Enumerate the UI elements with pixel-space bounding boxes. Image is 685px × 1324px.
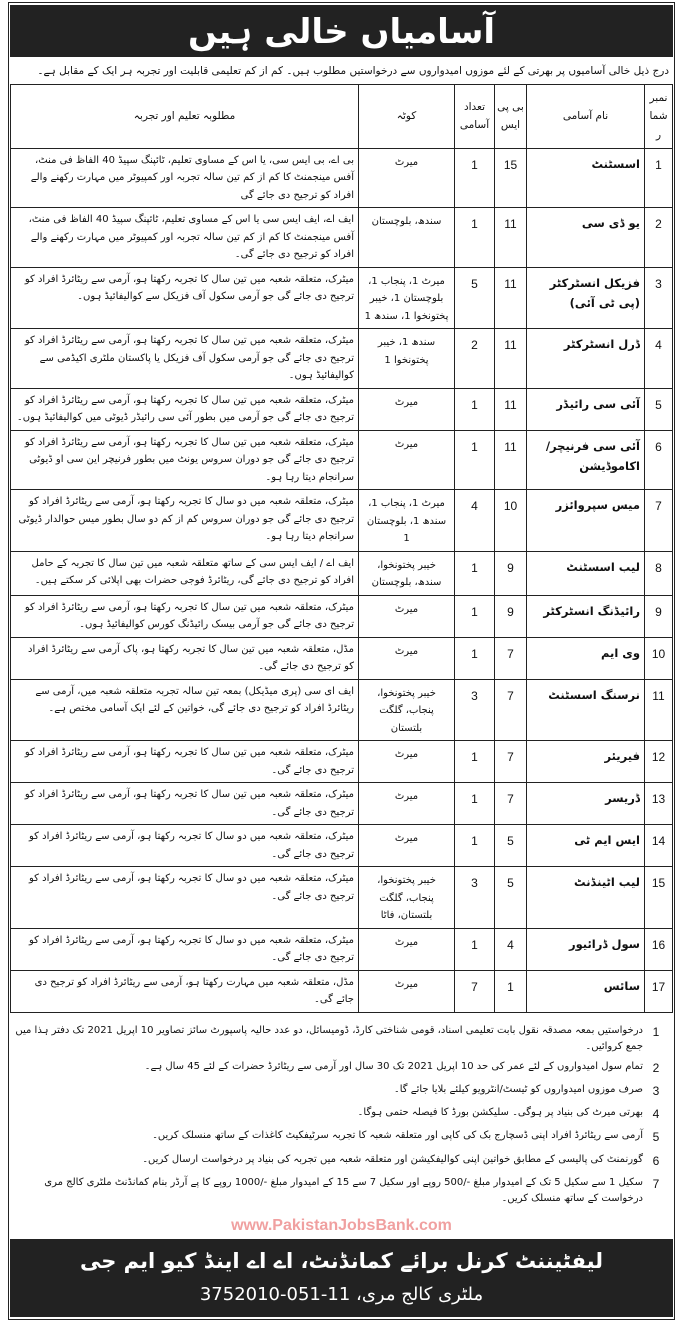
bps-cell: 11 <box>495 208 527 268</box>
requirements-cell: میٹرک، متعلقہ شعبہ میں تین سال کا تجربہ رکھتا ہو، آرمی سے ریٹائرڈ افراد کو ترجیح دی جائے گی جو آرمی سکول آف فزیکل سے کوالیفائیڈ ہوں۔ <box>11 267 359 329</box>
serial-cell: 15 <box>645 867 673 929</box>
count-cell: 3 <box>455 679 495 741</box>
quota-cell: میرٹ <box>359 928 455 970</box>
note-number: 1 <box>652 1024 660 1039</box>
serial-cell: 3 <box>645 267 673 329</box>
note-number: 5 <box>652 1130 660 1145</box>
requirements-cell: بی اے، بی ایس سی، یا اس کے مساوی تعلیم، ٹائپنگ سپیڈ 40 الفاظ فی منٹ، آفس مینجمنٹ کا کم از کم تین سالہ تجربہ اور کمپیوٹر میں مہارت رکھنے والے افراد کو ترجیح دی جائے گی <box>11 148 359 208</box>
requirements-cell: میٹرک، متعلقہ شعبہ میں تین سال کا تجربہ رکھتا ہو، آرمی سے ریٹائرڈ افراد کو ترجیح دی جائے گی۔ <box>11 783 359 825</box>
requirements-cell: میٹرک، متعلقہ شعبہ میں دو سال کا تجربہ رکھتا ہو، آرمی سے ریٹائرڈ افراد کو ترجیح دی جائے گی۔ <box>11 928 359 970</box>
post-name-cell: ایس ایم ٹی <box>527 825 645 867</box>
post-name-cell: فیریئر <box>527 741 645 783</box>
post-name-cell: لیب اسسٹنٹ <box>527 551 645 595</box>
count-cell: 1 <box>455 430 495 490</box>
post-name-cell: فزیکل انسٹرکٹر (پی ٹی آئی) <box>527 267 645 329</box>
table-row <box>11 267 673 329</box>
serial-cell: 11 <box>645 679 673 741</box>
quota-cell: خیبر پختونخوا، سندھ، بلوچستان <box>359 551 455 595</box>
requirements-cell: مڈل، متعلقہ شعبہ میں تین سال کا تجربہ رکھتا ہو، پاک آرمی سے ریٹائرڈ افراد کو ترجیح دی جائے گی۔ <box>11 637 359 679</box>
table-row <box>11 679 673 741</box>
bps-cell: 11 <box>495 329 527 389</box>
note-text: گورنمنٹ کی پالیسی کے مطابق خواتین اپنی کوالیفکیشن اور متعلقہ شعبہ میں تجربہ کی بنیاد پر درخواست ارسال کریں۔ <box>142 1153 643 1165</box>
quota-cell: میرٹ <box>359 148 455 208</box>
note-item <box>14 1057 669 1080</box>
page-border <box>8 2 675 1320</box>
count-cell: 2 <box>455 329 495 389</box>
requirements-cell: میٹرک، متعلقہ شعبہ میں دو سال کا تجربہ رکھتا ہو، آرمی سے ریٹائرڈ افراد کو ترجیح دی جائے گی۔ <box>11 867 359 929</box>
serial-cell: 12 <box>645 741 673 783</box>
count-cell: 1 <box>455 388 495 430</box>
table-row <box>11 867 673 929</box>
post-name-cell: آئی سی رائیڈر <box>527 388 645 430</box>
quota-cell: میرٹ <box>359 783 455 825</box>
table-row <box>11 825 673 867</box>
note-item <box>14 1021 669 1057</box>
header-serial: نمبر شمار <box>645 84 673 148</box>
bps-cell: 9 <box>495 595 527 637</box>
quota-cell: میرٹ <box>359 388 455 430</box>
serial-cell: 10 <box>645 637 673 679</box>
footer-address-phone: ملٹری کالج مری، 11-051-3752010 <box>199 1284 484 1306</box>
table-header-row <box>11 84 673 148</box>
count-cell: 3 <box>455 867 495 929</box>
header-count: تعداد آسامی <box>455 84 495 148</box>
post-name-cell: سائس <box>527 970 645 1012</box>
table-row <box>11 741 673 783</box>
note-text: تمام سول امیدواروں کے لئے عمر کی حد 10 اپریل 2021 تک 30 سال اور آرمی سے ریٹائرڈ حضرات کے لئے 45 سال ہے۔ <box>144 1060 643 1072</box>
bps-cell: 11 <box>495 388 527 430</box>
bps-cell: 7 <box>495 741 527 783</box>
serial-cell: 1 <box>645 148 673 208</box>
post-name-cell: اسسٹنٹ <box>527 148 645 208</box>
note-number: 2 <box>652 1060 660 1075</box>
requirements-cell: میٹرک، متعلقہ شعبہ میں دو سال کا تجربہ رکھتا ہو، آرمی سے ریٹائرڈ افراد کو ترجیح دی جائے گی۔ <box>11 825 359 867</box>
serial-cell: 8 <box>645 551 673 595</box>
post-name-cell: نرسنگ اسسٹنٹ <box>527 679 645 741</box>
bps-cell: 1 <box>495 970 527 1012</box>
table-row <box>11 551 673 595</box>
count-cell: 1 <box>455 637 495 679</box>
serial-cell: 14 <box>645 825 673 867</box>
note-text: درخواستیں بمعہ مصدقہ نقول بابت تعلیمی اسناد، قومی شناختی کارڈ، ڈومیسائل، دو عدد حالیہ پاسپورٹ سائز تصاویر 10 اپریل 2021 تک دفتر ہذا میں جمع کروائیں۔ <box>15 1024 643 1052</box>
post-name-cell: وی ایم <box>527 637 645 679</box>
requirements-cell: میٹرک، متعلقہ شعبہ میں تین سال کا تجربہ رکھتا ہو، آرمی سے ریٹائرڈ افراد کو ترجیح دی جائے گی۔ <box>11 741 359 783</box>
note-item <box>14 1173 669 1209</box>
quota-cell: میرٹ <box>359 825 455 867</box>
note-text: آرمی سے ریٹائرڈ افراد اپنی ڈسچارج بک کی کاپی اور متعلقہ شعبہ کا تجربہ سرٹیفکیٹ کاغذات کے ساتھ منسلک کریں۔ <box>152 1130 643 1142</box>
post-name-cell: ڈرل انسٹرکٹر <box>527 329 645 389</box>
bps-cell: 10 <box>495 490 527 552</box>
table-row <box>11 430 673 490</box>
table-row <box>11 783 673 825</box>
post-name-cell: رائیڈنگ انسٹرکٹر <box>527 595 645 637</box>
post-name-cell: میس سپروائزر <box>527 490 645 552</box>
table-row <box>11 329 673 389</box>
post-name-cell: سول ڈرائیور <box>527 928 645 970</box>
quota-cell: سندھ 1، خیبر پختونخوا 1 <box>359 329 455 389</box>
quota-cell: میرٹ <box>359 595 455 637</box>
note-item <box>14 1103 669 1126</box>
requirements-cell: ایف اے، ایف ایس سی یا اس کے مساوی تعلیم، ٹائپنگ سپیڈ 40 الفاظ فی منٹ، آفس مینجمنٹ کا کم از کم تین سالہ تجربہ اور کمپیوٹر میں مہارت رکھنے والے افراد کو ترجیح دی جائے گی۔ <box>11 208 359 268</box>
note-text: سکیل 1 سے سکیل 5 تک کے امیدوار مبلغ -/500 روپے اور سکیل 7 سے 15 کے امیدوار مبلغ -/1000 روپے کا پے آرڈر بنام کمانڈنٹ ملٹری کالج مری درخواست کے ساتھ منسلک کریں۔ <box>44 1176 643 1204</box>
note-item <box>14 1080 669 1103</box>
table-row <box>11 208 673 268</box>
note-text: بھرتی میرٹ کی بنیاد پر ہوگی۔ سلیکشن بورڈ کا فیصلہ حتمی ہوگا۔ <box>357 1107 643 1119</box>
serial-cell: 13 <box>645 783 673 825</box>
header-requirements: مطلوبہ تعلیم اور تجربہ <box>11 84 359 148</box>
title-text: آسامیاں خالی ہیں <box>187 11 496 52</box>
serial-cell: 17 <box>645 970 673 1012</box>
serial-cell: 9 <box>645 595 673 637</box>
count-cell: 1 <box>455 551 495 595</box>
bps-cell: 5 <box>495 867 527 929</box>
requirements-cell: میٹرک، متعلقہ شعبہ میں تین سال کا تجربہ رکھتا ہو، آرمی سے ریٹائرڈ افراد کو ترجیح دی جائے گی جو آرمی سکول آف فزیکل یا پاکستان ملٹری اکیڈمی سے کوالیفائیڈ ہوں۔ <box>11 329 359 389</box>
page-title <box>10 5 673 57</box>
requirements-cell: ایف اے / ایف ایس سی کے ساتھ متعلقہ شعبہ میں تین سال کا تجربہ کے حامل افراد کو ترجیح دی جائے گی، ریٹائرڈ فوجی حضرات بھی اپلائی کر سکتے ہیں۔ <box>11 551 359 595</box>
requirements-cell: میٹرک، متعلقہ شعبہ میں تین سال کا تجربہ رکھتا ہو، آرمی سے ریٹائرڈ افراد کو ترجیح دی جائے گی جو آرمی بیسک رائیڈنگ کورس کوالیفائیڈ ہوں۔ <box>11 595 359 637</box>
table-body <box>11 148 673 1012</box>
note-text: صرف موزوں امیدواروں کو ٹیسٹ/انٹرویو کیلئے بلایا جائے گا۔ <box>393 1084 643 1096</box>
post-name-cell: آئی سی فرنیچر/اکاموڈیشن <box>527 430 645 490</box>
requirements-cell: میٹرک، متعلقہ شعبہ میں تین سال کا تجربہ رکھتا ہو، آرمی سے ریٹائرڈ افراد کو ترجیح دی جائے گی جو آرمی میں بطور آئی سی رائیڈر ڈیوٹی میں کوالیفائیڈ ہوں۔ <box>11 388 359 430</box>
quota-cell: میرٹ <box>359 970 455 1012</box>
requirements-cell: ایف ای سی (پری میڈیکل) بمعہ تین سالہ تجربہ متعلقہ شعبہ میں، آرمی سے ریٹائرڈ افراد کو ترجیح دی جائے گی، خواتین کے لئے ایک آسامی مختص ہے۔ <box>11 679 359 741</box>
count-cell: 7 <box>455 970 495 1012</box>
serial-cell: 6 <box>645 430 673 490</box>
note-number: 7 <box>652 1176 660 1191</box>
post-name-cell: ڈریسر <box>527 783 645 825</box>
quota-cell: خیبر پختونخوا، پنجاب، گلگت بلتستان، فاٹا <box>359 867 455 929</box>
count-cell: 1 <box>455 783 495 825</box>
table-row <box>11 148 673 208</box>
bps-cell: 15 <box>495 148 527 208</box>
intro-text: درج ذیل خالی آسامیوں پر بھرتی کے لئے موزوں امیدواروں سے درخواستیں مطلوب ہیں۔ کم از کم تعلیمی قابلیت اور تجربہ ہر ایک کے مقابل ہے۔ <box>37 65 669 77</box>
bps-cell: 7 <box>495 783 527 825</box>
bps-cell: 11 <box>495 267 527 329</box>
vacancies-table <box>10 84 673 1013</box>
quota-cell: میرٹ 1، پنجاب 1، سندھ 1، بلوچستان 1 <box>359 490 455 552</box>
bps-cell: 11 <box>495 430 527 490</box>
quota-cell: میرٹ <box>359 637 455 679</box>
count-cell: 1 <box>455 208 495 268</box>
note-item <box>14 1126 669 1149</box>
post-name-cell: لیب اٹینڈنٹ <box>527 867 645 929</box>
bps-cell: 4 <box>495 928 527 970</box>
requirements-cell: میٹرک، متعلقہ شعبہ میں تین سال کا تجربہ رکھتا ہو، آرمی سے ریٹائرڈ افراد کو ترجیح دی جائے گی جو دوران سروس یونٹ میں بطور فرنیچر این سی او ڈیوٹی سرانجام دیتا رہا ہو۔ <box>11 430 359 490</box>
count-cell: 1 <box>455 148 495 208</box>
post-name-cell: یو ڈی سی <box>527 208 645 268</box>
count-cell: 1 <box>455 741 495 783</box>
bps-cell: 7 <box>495 637 527 679</box>
requirements-cell: مڈل، متعلقہ شعبہ میں مہارت رکھتا ہو، آرمی سے ریٹائرڈ افراد کو ترجیح دی جائے گی۔ <box>11 970 359 1012</box>
notes-list <box>10 1013 673 1213</box>
bps-cell: 5 <box>495 825 527 867</box>
serial-cell: 16 <box>645 928 673 970</box>
header-quota: کوٹہ <box>359 84 455 148</box>
table-row <box>11 970 673 1012</box>
footer-signatory: لیفٹیننٹ کرنل برائے کمانڈنٹ، اے اے اینڈ کیو ایم جی <box>79 1248 604 1273</box>
quota-cell: خیبر پختونخوا، پنجاب، گلگت بلتستان <box>359 679 455 741</box>
table-row <box>11 928 673 970</box>
note-number: 3 <box>652 1084 660 1099</box>
count-cell: 1 <box>455 825 495 867</box>
count-cell: 4 <box>455 490 495 552</box>
header-bps: بی پی ایس <box>495 84 527 148</box>
count-cell: 5 <box>455 267 495 329</box>
quota-cell: میرٹ 1، پنجاب 1، بلوچستان 1، خیبر پختونخوا 1، سندھ 1 <box>359 267 455 329</box>
serial-cell: 5 <box>645 388 673 430</box>
note-number: 4 <box>652 1107 660 1122</box>
table-row <box>11 595 673 637</box>
count-cell: 1 <box>455 928 495 970</box>
requirements-cell: میٹرک، متعلقہ شعبہ میں دو سال کا تجربہ رکھتا ہو، آرمی سے ریٹائرڈ افراد کو ترجیح دی جائے گی جو دوران سروس کم از کم دو سال بطور میس حوالدار ڈیوٹی سرانجام دیتا رہا ہو۔ <box>11 490 359 552</box>
quota-cell: میرٹ <box>359 741 455 783</box>
serial-cell: 2 <box>645 208 673 268</box>
quota-cell: سندھ، بلوچستان <box>359 208 455 268</box>
note-number: 6 <box>652 1153 660 1168</box>
header-name: نام آسامی <box>527 84 645 148</box>
table-row <box>11 637 673 679</box>
quota-cell: میرٹ <box>359 430 455 490</box>
bps-cell: 9 <box>495 551 527 595</box>
serial-cell: 4 <box>645 329 673 389</box>
count-cell: 1 <box>455 595 495 637</box>
footer-contact <box>10 1239 673 1318</box>
watermark: www.PakistanJobsBank.com <box>231 1216 452 1234</box>
note-item <box>14 1150 669 1173</box>
table-row <box>11 388 673 430</box>
table-row <box>11 490 673 552</box>
bps-cell: 7 <box>495 679 527 741</box>
serial-cell: 7 <box>645 490 673 552</box>
